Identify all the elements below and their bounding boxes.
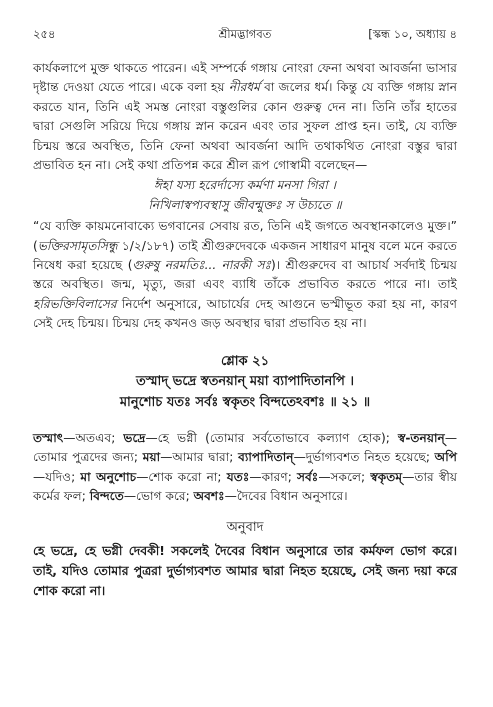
synonym-word: অপি [434, 450, 457, 465]
synonym-meaning: দুর্ভাগ্যবশত নিহত হয়েছে; [305, 450, 435, 465]
synonym-word: মা অনুশোচ [80, 469, 137, 484]
chapter-reference: [স্কন্ধ ১০, অধ্যায় ৪ [368, 27, 457, 41]
synonym-word: সর্বঃ [296, 469, 319, 484]
synonym-word: স্বকৃতম্ [370, 469, 403, 484]
purport-text: কার্যকলাপে মুক্ত থাকতে পারেন। এই সম্পর্কে গঙ্গায় নোংরা ফেনা অথবা আবর্জনা ভাসার দৃষ্টান্ত দেওয়া যেতে পারে। একে বলা হয় [33, 61, 457, 95]
purport-paragraph [33, 217, 457, 333]
synonym-word: বিন্দতে [89, 488, 124, 503]
sloka-line: মানুশোচ যতঃ সর্বঃ স্বকৃতং বিন্দতেঽবশঃ ॥ ২১ ॥ [119, 394, 371, 410]
purport-text: নির্দেশ অনুসারে, আচার্যের দেহ আগুনে ভস্মীভূত করা হয় না, কারণ সেই দেহ চিন্ময়। চিন্ময় দেহ কখনও জড় অবস্থার দ্বারা প্রভাবিত হয় না। [33, 296, 457, 331]
synonym-meaning: ভোগ করে; [136, 488, 194, 503]
sloka-line: তস্মাদ্ ভদ্রে স্বতনয়ান্ ময়া ব্যাপাদিতানপি । [136, 373, 354, 389]
purport-text: “যে ব্যক্তি কায়মনোবাক্যে ভগবানের সেবায় রত, তিনি এই জগতে অবস্থানকালেও মুক্ত।” ( [33, 219, 457, 253]
synonym-meaning: যদিও; [45, 469, 81, 484]
synonyms-paragraph: তস্মাৎ—অতএব; ভদ্রে—হে ভগ্নী (তোমার সর্বতোভাবে কল্যাণ হোক); স্ব-তনয়ান্—তোমার পুত্রদের জন্য; ময়া—আমার দ্বারা; ব্যাপাদিতান্—দুর্ভাগ্যবশত নিহত হয়েছে; অপি—যদিও; মা অনুশোচ—শোক করো না; যতঃ—কারণ; সর্বঃ—সকলে; স্বকৃতম্—তার স্বীয় কর্মের ফল; বিন্দতে—ভোগ করে; অবশঃ—দৈবের বিধান অনুসারে। [33, 430, 458, 503]
synonym-meaning: শোক করো না; [148, 469, 227, 484]
book-title: হরিভক্তিবিলাসের [33, 296, 117, 311]
quoted-verse-line: নিখিলাস্বপ্যবস্থাসু জীবন্মুক্তঃ স উচ্যতে ॥ [148, 197, 342, 212]
synonym-word: ময়া [142, 450, 161, 465]
running-title: শ্রীমদ্ভাগবত [218, 27, 272, 41]
sloka-heading: শ্লোক ২১ [220, 353, 270, 369]
italic-term: নীরধর্ম [228, 80, 260, 95]
synonym-word: ভদ্রে [123, 430, 146, 445]
synonym-meaning: দৈবের বিধান অনুসারে। [236, 488, 348, 503]
inline-quote: গুরুষু নরমতিঃ... নারকী সঃ [132, 258, 271, 273]
synonym-meaning: অতএব; [75, 430, 124, 445]
synonym-meaning: আমার দ্বারা; [172, 450, 239, 465]
quoted-verse-line: ঈহা যস্য হরের্দাস্যে কর্মণা মনসা গিরা । [153, 178, 337, 193]
synonym-meaning: তার স্বীয় কর্মের ফল; [33, 469, 457, 503]
purport-paragraph [33, 59, 457, 175]
synonym-word: স্ব-তনয়ান্ [397, 430, 445, 445]
synonym-word: যতঃ [226, 469, 250, 484]
purport-text: )। শ্রীগুরুদেব বা আচার্য সর্বদাই চিন্ময় স্তরে অবস্থিত। জন্ম, মৃত্যু, জরা এবং ব্যাধি তাঁকে প্রভাবিত করতে পারে না। তাই [33, 258, 457, 292]
synonym-word: ব্যাপাদিতান্ [238, 450, 294, 465]
page-body [33, 59, 457, 601]
quoted-verse [33, 176, 457, 215]
translation-heading: অনুবাদ [226, 520, 264, 536]
translation-text: হে ভদ্রে, হে ভগ্নী দেবকী! সকলেই দৈবের বিধান অনুসারে তার কর্মফল ভোগ করে। তাই, যদিও তোমার পুত্ররা দুর্ভাগ্যবশত আমার দ্বারা নিহত হয়েছে, সেই জন্য দয়া করে শোক করো না। [33, 544, 457, 599]
page-number: ২৫৪ [33, 27, 56, 41]
synonym-meaning: কারণ; [261, 469, 297, 484]
synonym-word: তস্মাৎ [33, 430, 64, 445]
purport-text: বা জলের ধর্ম। কিন্তু যে ব্যক্তি গঙ্গায় স্নান করতে যান, তিনি এই সমস্ত নোংরা বস্তুগুলির কোন গুরুত্ব দেন না। তিনি তাঁর হাতের দ্বারা সেগুলি সরিয়ে দিয়ে গঙ্গায় স্নান করেন এবং তার সুফল প্রাপ্ত হন। তাই, যে ব্যক্তি চিন্ময় স্তরে অবস্থিত, তিনি ফেনা অথবা আবর্জনা আদি তথাকথিত নোংরা বস্তুর দ্বারা প্রভাবিত হন না। সেই কথা প্রতিপন্ন করে শ্রীল রূপ গোস্বামী বলেছেন— [33, 80, 457, 173]
page-header [33, 26, 457, 44]
source-title: ভক্তিরসামৃতসিন্ধু [37, 238, 118, 253]
synonym-word: অবশঃ [193, 488, 225, 503]
synonym-meaning: তোমার পুত্রদের জন্য; [33, 450, 143, 465]
purport-text: ১/২/১৮৭) তাই শ্রীগুরুদেবকে একজন সাধারণ মানুষ বলে মনে করতে নিষেধ করা হয়েছে ( [33, 238, 457, 273]
synonym-meaning: সকলে; [330, 469, 371, 484]
synonym-meaning: হে ভগ্নী (তোমার সর্বতোভাবে কল্যাণ হোক); [157, 430, 398, 445]
